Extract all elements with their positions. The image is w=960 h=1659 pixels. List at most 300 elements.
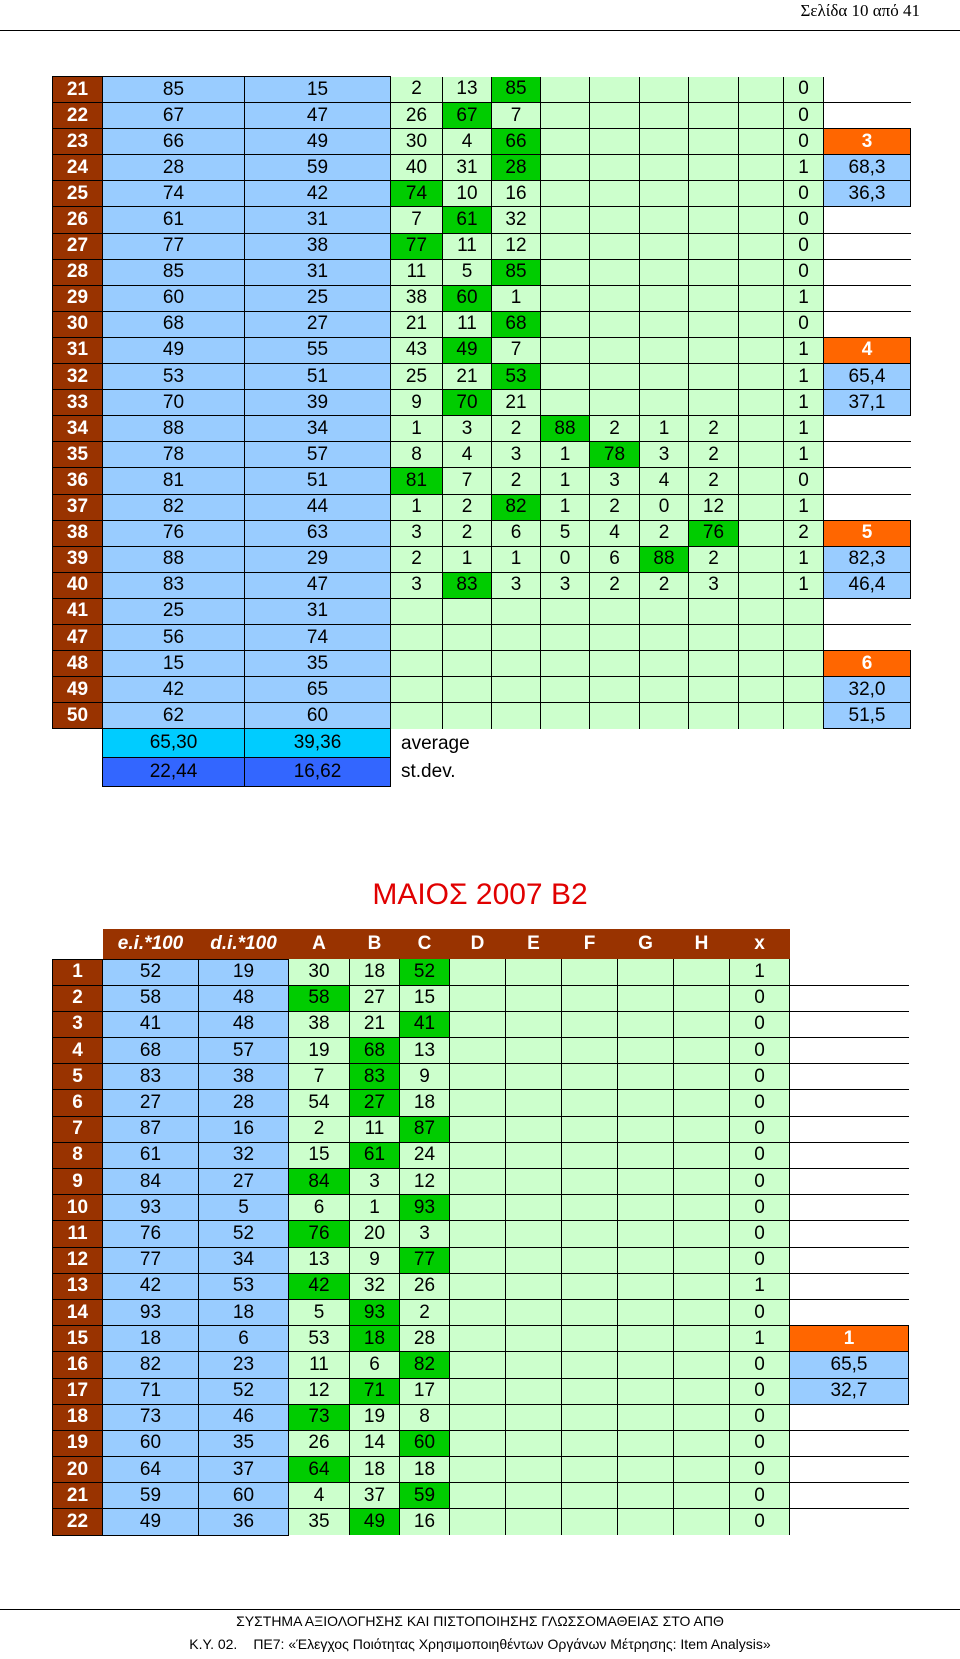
option-cell <box>739 651 784 677</box>
option-cell <box>443 598 492 624</box>
option-cell <box>590 207 640 233</box>
option-cell <box>618 959 674 985</box>
summary-cell <box>824 442 911 468</box>
option-cell: 1 <box>492 285 541 311</box>
option-cell <box>450 1221 506 1247</box>
option-cell <box>450 1142 506 1168</box>
x-value <box>784 677 824 703</box>
option-cell: 25 <box>391 364 443 390</box>
option-cell: 83 <box>350 1064 400 1090</box>
ei-value: 87 <box>103 1116 199 1142</box>
option-cell: 59 <box>400 1483 450 1509</box>
option-cell: 30 <box>289 959 350 985</box>
table-row <box>53 1378 909 1404</box>
summary-cell <box>790 1430 909 1456</box>
option-cell: 3 <box>391 572 443 598</box>
di-value: 44 <box>245 494 391 520</box>
option-cell <box>618 1221 674 1247</box>
option-cell <box>674 1273 730 1299</box>
option-cell <box>674 1352 730 1378</box>
option-cell <box>640 598 689 624</box>
table-row <box>53 651 911 677</box>
ei-value: 93 <box>103 1195 199 1221</box>
summary-cell <box>824 207 911 233</box>
option-cell <box>689 703 739 729</box>
option-cell: 12 <box>492 233 541 259</box>
option-cell <box>541 259 590 285</box>
x-value: 0 <box>730 1404 790 1430</box>
item-number: 33 <box>53 390 103 416</box>
option-cell: 4 <box>289 1483 350 1509</box>
di-value: 48 <box>199 1011 289 1037</box>
option-cell <box>674 1038 730 1064</box>
di-value: 34 <box>245 416 391 442</box>
summary-cell <box>824 416 911 442</box>
di-value: 60 <box>245 703 391 729</box>
summary-cell: 32,0 <box>824 677 911 703</box>
option-cell: 26 <box>289 1430 350 1456</box>
ei-value: 59 <box>103 1483 199 1509</box>
option-cell: 5 <box>289 1299 350 1325</box>
summary-cell <box>790 1247 909 1273</box>
option-cell: 28 <box>400 1326 450 1352</box>
option-cell <box>590 651 640 677</box>
stdev-row <box>53 758 911 787</box>
option-cell: 77 <box>400 1247 450 1273</box>
average-ei: 65,30 <box>103 729 245 758</box>
option-cell <box>739 259 784 285</box>
table-row <box>53 1299 909 1325</box>
option-cell <box>506 1116 562 1142</box>
option-cell <box>640 624 689 650</box>
option-cell <box>689 129 739 155</box>
option-cell <box>590 129 640 155</box>
option-cell: 19 <box>350 1404 400 1430</box>
option-cell <box>562 1326 618 1352</box>
option-cell <box>640 259 689 285</box>
table-row <box>53 442 911 468</box>
x-value: 0 <box>730 1378 790 1404</box>
option-cell: 5 <box>541 520 590 546</box>
summary-cell <box>824 468 911 494</box>
di-value: 6 <box>199 1326 289 1352</box>
summary-cell <box>790 1011 909 1037</box>
option-cell <box>450 1404 506 1430</box>
summary-cell <box>790 1090 909 1116</box>
option-cell <box>450 1195 506 1221</box>
option-cell: 26 <box>400 1273 450 1299</box>
x-value: 0 <box>730 1169 790 1195</box>
ei-value: 83 <box>103 1064 199 1090</box>
option-cell: 3 <box>541 572 590 598</box>
table-row <box>53 1352 909 1378</box>
option-cell: 54 <box>289 1090 350 1116</box>
item-number: 32 <box>53 364 103 390</box>
option-cell: 1 <box>443 546 492 572</box>
option-cell <box>590 181 640 207</box>
item-number: 16 <box>53 1352 103 1378</box>
option-cell: 4 <box>443 442 492 468</box>
ei-value: 62 <box>103 703 245 729</box>
table-row <box>53 285 911 311</box>
option-cell <box>689 677 739 703</box>
option-cell <box>506 1247 562 1273</box>
footer-doc-info <box>0 1636 960 1652</box>
option-cell <box>689 233 739 259</box>
option-cell: 32 <box>350 1273 400 1299</box>
table-row <box>53 311 911 337</box>
x-value: 0 <box>730 1116 790 1142</box>
option-cell: 1 <box>391 494 443 520</box>
header-rule <box>0 30 960 31</box>
option-cell: 9 <box>391 390 443 416</box>
option-cell: 68 <box>350 1038 400 1064</box>
option-cell: 8 <box>391 442 443 468</box>
option-cell <box>506 1299 562 1325</box>
option-cell <box>443 624 492 650</box>
ei-value: 58 <box>103 985 199 1011</box>
column-header: H <box>674 929 730 959</box>
ei-value: 68 <box>103 311 245 337</box>
option-cell <box>590 311 640 337</box>
item-number: 31 <box>53 337 103 363</box>
option-cell <box>739 572 784 598</box>
option-cell: 2 <box>590 416 640 442</box>
table-row <box>53 1195 909 1221</box>
option-cell <box>541 77 590 103</box>
summary-cell <box>824 624 911 650</box>
option-cell: 85 <box>492 77 541 103</box>
option-cell <box>541 207 590 233</box>
summary-cell <box>790 1273 909 1299</box>
option-cell <box>450 1509 506 1535</box>
option-cell: 73 <box>289 1404 350 1430</box>
di-value: 16 <box>199 1116 289 1142</box>
ei-value: 49 <box>103 1509 199 1535</box>
stdev-ei: 22,44 <box>103 758 245 787</box>
option-cell <box>541 337 590 363</box>
option-cell <box>562 1509 618 1535</box>
option-cell <box>739 598 784 624</box>
table-row <box>53 1326 909 1352</box>
option-cell <box>450 1064 506 1090</box>
option-cell <box>739 285 784 311</box>
option-cell <box>450 1430 506 1456</box>
option-cell <box>506 1142 562 1168</box>
table-row <box>53 520 911 546</box>
option-cell <box>562 1038 618 1064</box>
item-number: 21 <box>53 77 103 103</box>
option-cell: 7 <box>289 1064 350 1090</box>
option-cell <box>450 1169 506 1195</box>
option-cell: 14 <box>350 1430 400 1456</box>
option-cell <box>562 1116 618 1142</box>
option-cell <box>562 1352 618 1378</box>
option-cell <box>541 651 590 677</box>
option-cell: 1 <box>391 416 443 442</box>
average-row <box>53 729 911 758</box>
item-number: 22 <box>53 103 103 129</box>
table-row <box>53 494 911 520</box>
option-cell: 15 <box>400 985 450 1011</box>
di-value: 35 <box>245 651 391 677</box>
option-cell <box>739 442 784 468</box>
item-number: 7 <box>53 1116 103 1142</box>
option-cell: 18 <box>400 1090 450 1116</box>
ei-value: 60 <box>103 285 245 311</box>
option-cell: 85 <box>492 259 541 285</box>
option-cell <box>506 985 562 1011</box>
option-cell <box>541 624 590 650</box>
option-cell <box>640 311 689 337</box>
option-cell <box>618 1404 674 1430</box>
x-value: 0 <box>730 1142 790 1168</box>
option-cell <box>618 1247 674 1273</box>
option-cell: 28 <box>492 155 541 181</box>
x-value: 1 <box>730 1326 790 1352</box>
item-number: 9 <box>53 1169 103 1195</box>
option-cell <box>506 1483 562 1509</box>
spacer <box>53 758 103 787</box>
option-cell: 18 <box>350 959 400 985</box>
option-cell <box>450 1273 506 1299</box>
x-value: 1 <box>784 494 824 520</box>
summary-cell <box>824 259 911 285</box>
option-cell: 66 <box>492 129 541 155</box>
x-value: 0 <box>784 233 824 259</box>
table-row <box>53 1221 909 1247</box>
option-cell <box>674 1457 730 1483</box>
item-number: 8 <box>53 1142 103 1168</box>
ei-value: 73 <box>103 1404 199 1430</box>
ei-value: 52 <box>103 959 199 985</box>
di-value: 18 <box>199 1299 289 1325</box>
option-cell <box>506 1011 562 1037</box>
option-cell <box>492 703 541 729</box>
option-cell <box>506 1273 562 1299</box>
summary-cell: 68,3 <box>824 155 911 181</box>
option-cell <box>562 1247 618 1273</box>
summary-cell <box>790 1169 909 1195</box>
option-cell <box>391 651 443 677</box>
option-cell: 60 <box>443 285 492 311</box>
item-number: 2 <box>53 985 103 1011</box>
item-number: 25 <box>53 181 103 207</box>
table-row <box>53 703 911 729</box>
option-cell <box>590 285 640 311</box>
option-cell: 2 <box>391 546 443 572</box>
option-cell <box>739 129 784 155</box>
ei-value: 67 <box>103 103 245 129</box>
di-value: 52 <box>199 1378 289 1404</box>
summary-cell <box>790 985 909 1011</box>
option-cell <box>689 390 739 416</box>
table-row <box>53 959 909 985</box>
table-row <box>53 390 911 416</box>
option-cell: 35 <box>289 1509 350 1535</box>
option-cell <box>506 1509 562 1535</box>
option-cell: 3 <box>443 416 492 442</box>
option-cell <box>618 1483 674 1509</box>
option-cell <box>590 337 640 363</box>
option-cell <box>450 1038 506 1064</box>
option-cell: 3 <box>590 468 640 494</box>
x-value: 1 <box>784 390 824 416</box>
column-header: D <box>450 929 506 959</box>
option-cell: 3 <box>640 442 689 468</box>
option-cell: 21 <box>350 1011 400 1037</box>
option-cell: 2 <box>492 468 541 494</box>
footer-doc-title: ΠΕ7: «Έλεγχος Ποιότητας Χρησιμοποιηθέντων Οργάνων Μέτρησης: Item Analysis» <box>253 1636 771 1652</box>
di-value: 31 <box>245 259 391 285</box>
option-cell <box>443 651 492 677</box>
option-cell: 12 <box>400 1169 450 1195</box>
di-value: 47 <box>245 572 391 598</box>
item-number: 29 <box>53 285 103 311</box>
item-number: 35 <box>53 442 103 468</box>
x-value: 0 <box>730 1090 790 1116</box>
option-cell: 1 <box>541 494 590 520</box>
table-row <box>53 207 911 233</box>
ei-value: 61 <box>103 207 245 233</box>
di-value: 38 <box>245 233 391 259</box>
option-cell <box>739 468 784 494</box>
di-value: 51 <box>245 364 391 390</box>
item-number: 18 <box>53 1404 103 1430</box>
table-row <box>53 1142 909 1168</box>
option-cell: 78 <box>590 442 640 468</box>
footer-code: Κ.Υ. 02. <box>189 1636 238 1652</box>
summary-cell: 65,5 <box>790 1352 909 1378</box>
option-cell <box>492 598 541 624</box>
option-cell: 37 <box>350 1483 400 1509</box>
table-row <box>53 1273 909 1299</box>
option-cell <box>689 364 739 390</box>
table-row <box>53 337 911 363</box>
ei-value: 53 <box>103 364 245 390</box>
option-cell: 32 <box>492 207 541 233</box>
option-cell <box>541 285 590 311</box>
di-value: 59 <box>245 155 391 181</box>
x-value: 0 <box>784 77 824 103</box>
option-cell <box>450 1090 506 1116</box>
table-row <box>53 598 911 624</box>
option-cell <box>640 677 689 703</box>
x-value: 0 <box>784 311 824 337</box>
ei-value: 76 <box>103 1221 199 1247</box>
summary-cell: 4 <box>824 337 911 363</box>
item-number: 40 <box>53 572 103 598</box>
option-cell: 18 <box>400 1457 450 1483</box>
option-cell: 67 <box>443 103 492 129</box>
option-cell <box>689 311 739 337</box>
option-cell <box>506 1378 562 1404</box>
option-cell <box>590 624 640 650</box>
table-row <box>53 155 911 181</box>
option-cell: 2 <box>590 494 640 520</box>
option-cell: 70 <box>443 390 492 416</box>
option-cell: 21 <box>391 311 443 337</box>
option-cell: 7 <box>443 468 492 494</box>
option-cell: 2 <box>640 520 689 546</box>
summary-cell: 82,3 <box>824 546 911 572</box>
x-value: 0 <box>730 1509 790 1535</box>
ei-value: 70 <box>103 390 245 416</box>
option-cell: 40 <box>391 155 443 181</box>
option-cell <box>640 207 689 233</box>
x-value: 0 <box>730 1430 790 1456</box>
summary-cell <box>824 311 911 337</box>
ei-value: 78 <box>103 442 245 468</box>
ei-value: 27 <box>103 1090 199 1116</box>
option-cell <box>739 677 784 703</box>
option-cell <box>562 1483 618 1509</box>
table-row <box>53 1064 909 1090</box>
option-cell <box>674 1142 730 1168</box>
option-cell: 13 <box>289 1247 350 1273</box>
option-cell: 61 <box>443 207 492 233</box>
option-cell <box>674 1169 730 1195</box>
ei-value: 82 <box>103 494 245 520</box>
option-cell <box>391 624 443 650</box>
option-cell: 24 <box>400 1142 450 1168</box>
footer-rule <box>0 1609 960 1610</box>
option-cell: 38 <box>289 1011 350 1037</box>
x-value <box>784 624 824 650</box>
option-cell: 60 <box>400 1430 450 1456</box>
option-cell: 13 <box>443 77 492 103</box>
option-cell <box>506 1352 562 1378</box>
option-cell <box>739 416 784 442</box>
option-cell: 53 <box>492 364 541 390</box>
option-cell <box>674 1064 730 1090</box>
option-cell <box>590 233 640 259</box>
summary-cell <box>790 1038 909 1064</box>
item-number: 47 <box>53 624 103 650</box>
ei-value: 18 <box>103 1326 199 1352</box>
item-number: 12 <box>53 1247 103 1273</box>
option-cell: 9 <box>400 1064 450 1090</box>
ei-value: 66 <box>103 129 245 155</box>
option-cell: 16 <box>492 181 541 207</box>
stdev-di: 16,62 <box>245 758 391 787</box>
option-cell <box>739 181 784 207</box>
option-cell: 58 <box>289 985 350 1011</box>
option-cell <box>562 1273 618 1299</box>
summary-cell <box>824 103 911 129</box>
di-value: 19 <box>199 959 289 985</box>
di-value: 31 <box>245 207 391 233</box>
option-cell: 27 <box>350 985 400 1011</box>
option-cell: 2 <box>289 1116 350 1142</box>
option-cell <box>590 259 640 285</box>
option-cell: 7 <box>492 337 541 363</box>
option-cell: 11 <box>391 259 443 285</box>
ei-value: 61 <box>103 1142 199 1168</box>
item-number: 37 <box>53 494 103 520</box>
option-cell: 12 <box>289 1378 350 1404</box>
option-cell: 49 <box>443 337 492 363</box>
option-cell <box>739 103 784 129</box>
option-cell: 18 <box>350 1326 400 1352</box>
option-cell: 5 <box>443 259 492 285</box>
summary-cell: 6 <box>824 651 911 677</box>
option-cell <box>450 1378 506 1404</box>
option-cell <box>739 364 784 390</box>
option-cell <box>674 1247 730 1273</box>
option-cell: 2 <box>391 77 443 103</box>
ei-value: 88 <box>103 546 245 572</box>
